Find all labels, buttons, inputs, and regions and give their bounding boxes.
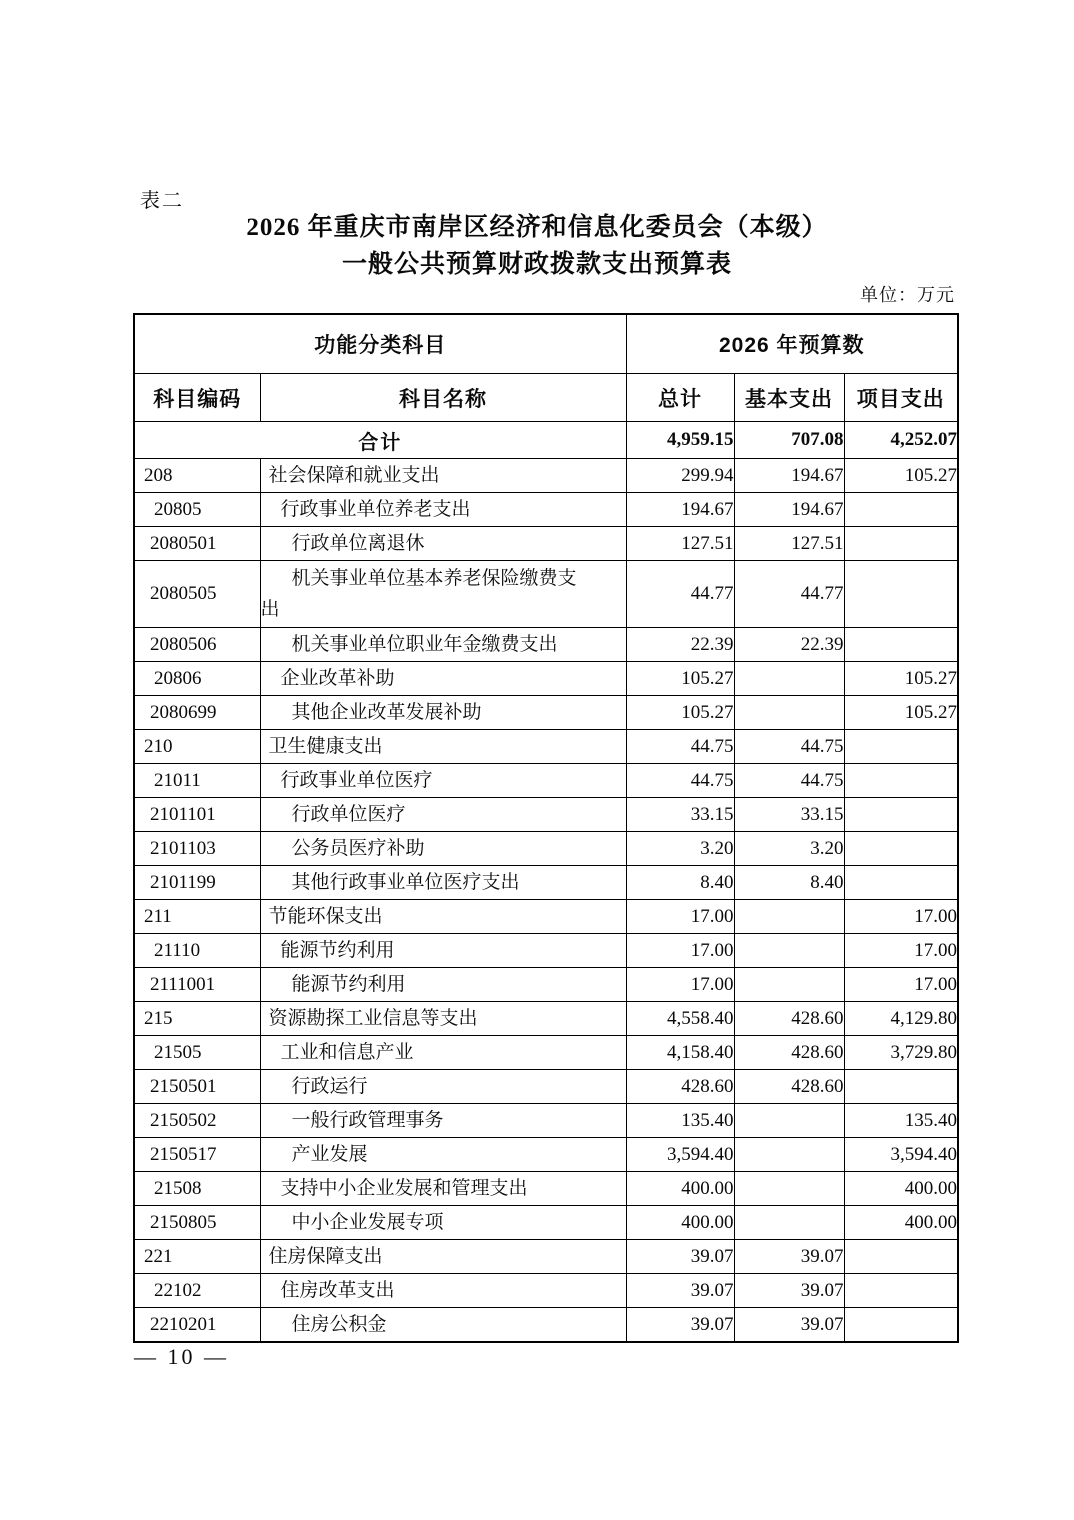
basic-expenditure-cell <box>734 1138 844 1172</box>
table-row <box>134 628 958 662</box>
basic-expenditure-cell: 39.07 <box>734 1274 844 1308</box>
total-cell: 105.27 <box>626 662 734 696</box>
code-cell: 211 <box>134 900 260 934</box>
table-row <box>134 730 958 764</box>
total-cell: 39.07 <box>626 1308 734 1343</box>
header-functional-classification: 功能分类科目 <box>134 314 626 374</box>
code-cell: 221 <box>134 1240 260 1274</box>
name-cell: 行政运行 <box>260 1070 626 1104</box>
name-cell: 支持中小企业发展和管理支出 <box>260 1172 626 1206</box>
total-cell: 299.94 <box>626 459 734 493</box>
total-cell: 39.07 <box>626 1274 734 1308</box>
name-cell: 资源勘探工业信息等支出 <box>260 1002 626 1036</box>
doc-title-line2: 一般公共预算财政拨款支出预算表 <box>341 251 732 278</box>
table-row <box>134 1240 958 1274</box>
code-cell: 22102 <box>134 1274 260 1308</box>
code-cell: 2150805 <box>134 1206 260 1240</box>
table-row <box>134 900 958 934</box>
doc-title-line1: 2026 年重庆市南岸区经济和信息化委员会（本级） <box>246 214 828 241</box>
unit-note: 单位：万元 <box>860 285 955 305</box>
project-expenditure-cell <box>844 1240 958 1274</box>
table-row <box>134 459 958 493</box>
table-row <box>134 1274 958 1308</box>
name-cell: 行政单位医疗 <box>260 798 626 832</box>
code-cell: 2080501 <box>134 527 260 561</box>
page-number: — 10 — <box>134 1344 229 1369</box>
code-cell: 2101199 <box>134 866 260 900</box>
name-cell: 住房改革支出 <box>260 1274 626 1308</box>
basic-expenditure-cell: 428.60 <box>734 1002 844 1036</box>
header-group-row <box>134 314 958 374</box>
code-cell: 2080505 <box>134 561 260 628</box>
table-row <box>134 798 958 832</box>
total-cell: 8.40 <box>626 866 734 900</box>
total-cell: 39.07 <box>626 1240 734 1274</box>
header-columns-row <box>134 374 958 422</box>
code-cell: 2111001 <box>134 968 260 1002</box>
project-expenditure-cell: 400.00 <box>844 1172 958 1206</box>
total-cell: 400.00 <box>626 1172 734 1206</box>
project-expenditure-cell: 3,729.80 <box>844 1036 958 1070</box>
total-cell: 3,594.40 <box>626 1138 734 1172</box>
header-basic-expenditure: 基本支出 <box>734 374 844 422</box>
project-expenditure-cell: 135.40 <box>844 1104 958 1138</box>
basic-expenditure-cell: 44.77 <box>734 561 844 628</box>
header-subject-code: 科目编码 <box>134 374 260 422</box>
header-project-expenditure: 项目支出 <box>844 374 958 422</box>
total-cell: 17.00 <box>626 934 734 968</box>
basic-expenditure-cell: 33.15 <box>734 798 844 832</box>
basic-expenditure-cell <box>734 1172 844 1206</box>
name-cell: 一般行政管理事务 <box>260 1104 626 1138</box>
total-cell: 4,558.40 <box>626 1002 734 1036</box>
basic-expenditure-cell <box>734 662 844 696</box>
project-expenditure-cell <box>844 628 958 662</box>
table-row <box>134 968 958 1002</box>
project-expenditure-cell <box>844 1070 958 1104</box>
total-row-total: 4,959.15 <box>626 422 734 459</box>
total-cell: 33.15 <box>626 798 734 832</box>
budget-table-body <box>134 422 958 1343</box>
total-cell: 4,158.40 <box>626 1036 734 1070</box>
basic-expenditure-cell: 44.75 <box>734 764 844 798</box>
total-row-label: 合计 <box>134 422 626 459</box>
code-cell: 2150502 <box>134 1104 260 1138</box>
name-cell: 卫生健康支出 <box>260 730 626 764</box>
header-budget-2026: 2026 年预算数 <box>626 314 958 374</box>
total-cell: 44.77 <box>626 561 734 628</box>
total-cell: 17.00 <box>626 968 734 1002</box>
table-row <box>134 696 958 730</box>
project-expenditure-cell: 3,594.40 <box>844 1138 958 1172</box>
total-cell: 428.60 <box>626 1070 734 1104</box>
basic-expenditure-cell: 39.07 <box>734 1308 844 1343</box>
project-expenditure-cell: 17.00 <box>844 900 958 934</box>
basic-expenditure-cell <box>734 900 844 934</box>
name-cell: 产业发展 <box>260 1138 626 1172</box>
table-row <box>134 764 958 798</box>
basic-expenditure-cell: 8.40 <box>734 866 844 900</box>
code-cell: 2080699 <box>134 696 260 730</box>
total-row-project: 4,252.07 <box>844 422 958 459</box>
code-cell: 21011 <box>134 764 260 798</box>
name-cell: 住房公积金 <box>260 1308 626 1343</box>
table-row <box>134 1308 958 1343</box>
code-cell: 2150517 <box>134 1138 260 1172</box>
name-cell: 能源节约利用 <box>260 968 626 1002</box>
code-cell: 2101103 <box>134 832 260 866</box>
table-row <box>134 527 958 561</box>
project-expenditure-cell <box>844 798 958 832</box>
basic-expenditure-cell: 194.67 <box>734 459 844 493</box>
project-expenditure-cell <box>844 561 958 628</box>
total-cell: 3.20 <box>626 832 734 866</box>
basic-expenditure-cell: 194.67 <box>734 493 844 527</box>
project-expenditure-cell <box>844 1308 958 1343</box>
project-expenditure-cell <box>844 493 958 527</box>
basic-expenditure-cell: 127.51 <box>734 527 844 561</box>
project-expenditure-cell <box>844 866 958 900</box>
table-row <box>134 1104 958 1138</box>
name-cell: 工业和信息产业 <box>260 1036 626 1070</box>
table-row <box>134 832 958 866</box>
code-cell: 21110 <box>134 934 260 968</box>
table-row <box>134 662 958 696</box>
total-cell: 400.00 <box>626 1206 734 1240</box>
project-expenditure-cell <box>844 832 958 866</box>
project-expenditure-cell <box>844 1274 958 1308</box>
project-expenditure-cell: 105.27 <box>844 662 958 696</box>
basic-expenditure-cell: 44.75 <box>734 730 844 764</box>
project-expenditure-cell: 105.27 <box>844 696 958 730</box>
basic-expenditure-cell <box>734 968 844 1002</box>
basic-expenditure-cell <box>734 934 844 968</box>
table-row <box>134 1138 958 1172</box>
header-total: 总计 <box>626 374 734 422</box>
total-cell: 135.40 <box>626 1104 734 1138</box>
name-cell: 企业改革补助 <box>260 662 626 696</box>
total-cell: 17.00 <box>626 900 734 934</box>
table-row <box>134 866 958 900</box>
table-row <box>134 561 958 628</box>
name-cell: 机关事业单位基本养老保险缴费支出 <box>260 561 626 628</box>
basic-expenditure-cell <box>734 696 844 730</box>
project-expenditure-cell <box>844 527 958 561</box>
code-cell: 2080506 <box>134 628 260 662</box>
name-cell: 住房保障支出 <box>260 1240 626 1274</box>
name-cell: 行政单位离退休 <box>260 527 626 561</box>
project-expenditure-cell: 17.00 <box>844 934 958 968</box>
code-cell: 20805 <box>134 493 260 527</box>
basic-expenditure-cell: 428.60 <box>734 1036 844 1070</box>
name-cell: 能源节约利用 <box>260 934 626 968</box>
project-expenditure-cell: 17.00 <box>844 968 958 1002</box>
header-subject-name: 科目名称 <box>260 374 626 422</box>
total-cell: 44.75 <box>626 764 734 798</box>
basic-expenditure-cell <box>734 1104 844 1138</box>
project-expenditure-cell: 105.27 <box>844 459 958 493</box>
page-tag: 表二 <box>140 190 184 212</box>
code-cell: 2150501 <box>134 1070 260 1104</box>
total-cell: 44.75 <box>626 730 734 764</box>
project-expenditure-cell <box>844 764 958 798</box>
name-cell: 其他企业改革发展补助 <box>260 696 626 730</box>
name-cell: 中小企业发展专项 <box>260 1206 626 1240</box>
code-cell: 208 <box>134 459 260 493</box>
name-cell: 行政事业单位医疗 <box>260 764 626 798</box>
table-row <box>134 1206 958 1240</box>
project-expenditure-cell: 400.00 <box>844 1206 958 1240</box>
code-cell: 21505 <box>134 1036 260 1070</box>
name-cell: 其他行政事业单位医疗支出 <box>260 866 626 900</box>
table-row <box>134 934 958 968</box>
code-cell: 21508 <box>134 1172 260 1206</box>
code-cell: 2210201 <box>134 1308 260 1343</box>
name-cell: 公务员医疗补助 <box>260 832 626 866</box>
code-cell: 210 <box>134 730 260 764</box>
total-cell: 22.39 <box>626 628 734 662</box>
basic-expenditure-cell: 428.60 <box>734 1070 844 1104</box>
project-expenditure-cell: 4,129.80 <box>844 1002 958 1036</box>
table-row <box>134 1172 958 1206</box>
name-cell: 社会保障和就业支出 <box>260 459 626 493</box>
basic-expenditure-cell <box>734 1206 844 1240</box>
total-row <box>134 422 958 459</box>
total-cell: 105.27 <box>626 696 734 730</box>
basic-expenditure-cell: 22.39 <box>734 628 844 662</box>
name-cell: 行政事业单位养老支出 <box>260 493 626 527</box>
project-expenditure-cell <box>844 730 958 764</box>
basic-expenditure-cell: 39.07 <box>734 1240 844 1274</box>
table-row <box>134 493 958 527</box>
total-cell: 127.51 <box>626 527 734 561</box>
basic-expenditure-cell: 3.20 <box>734 832 844 866</box>
table-row <box>134 1002 958 1036</box>
name-cell: 机关事业单位职业年金缴费支出 <box>260 628 626 662</box>
total-row-basic: 707.08 <box>734 422 844 459</box>
name-cell: 节能环保支出 <box>260 900 626 934</box>
table-row <box>134 1036 958 1070</box>
code-cell: 2101101 <box>134 798 260 832</box>
budget-table <box>133 313 959 1343</box>
code-cell: 20806 <box>134 662 260 696</box>
total-cell: 194.67 <box>626 493 734 527</box>
code-cell: 215 <box>134 1002 260 1036</box>
table-row <box>134 1070 958 1104</box>
